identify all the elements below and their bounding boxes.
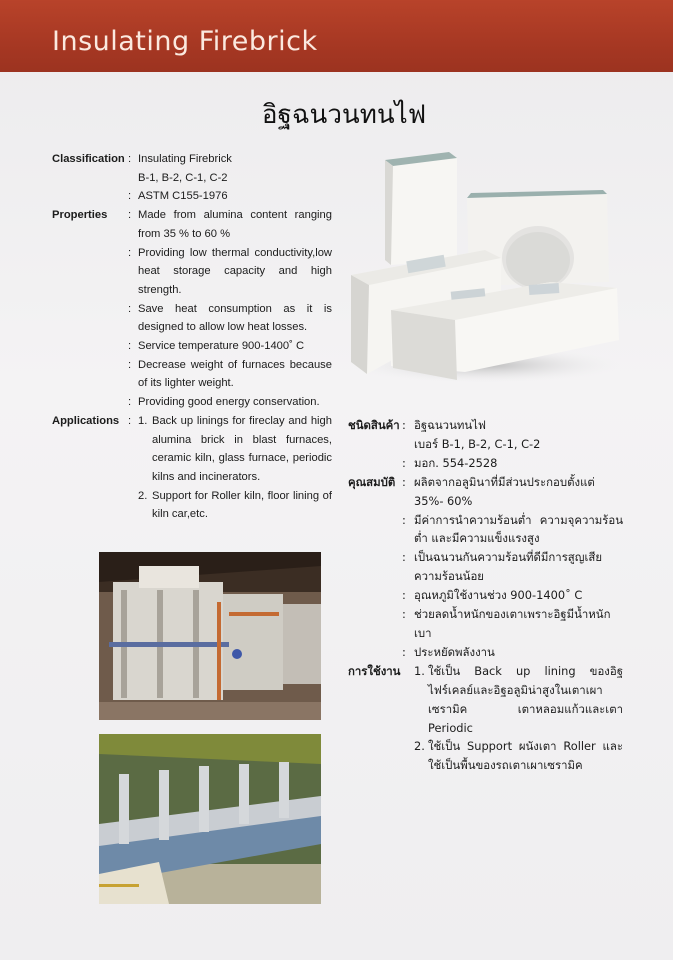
properties-row: Properties : Made from alumina content ranging from 35 % to 60 %	[52, 206, 332, 243]
application-item: 1. Back up linings for fireclay and high alumina brick in blast furnaces, ceramic kiln, glass furnace, periodic kilns and incinerators.	[138, 414, 332, 483]
applications-label: Applications	[52, 414, 120, 427]
firebrick-product-photo	[345, 150, 620, 388]
thai-applications-row	[348, 662, 623, 775]
thai-property-item: ประหยัดพลังงาน	[414, 644, 495, 659]
classification-value: Insulating Firebrick	[138, 153, 232, 165]
property-item: Service temperature 900-1400˚ C	[138, 340, 305, 353]
properties-label: Properties	[52, 209, 108, 222]
classification-standard: ASTM C155-1976	[138, 190, 228, 203]
thai-application-item: 2. ใช้เป็น Support ผนังเตา Roller และใช้เป็นพื้นของรถเตาเผาเซรามิค	[414, 739, 623, 773]
thai-specs: ชนิดสินค้า : อิฐฉนวนทนไฟ เบอร์ B-1, B-2, C-1, C-2 : มอก. 554-2528 คุณสมบัติ : ผลิตจากอลูมินาที่มีส่วนประกอบตั้งแต่ 35%- 60% : มีค่าการนำความร้อนต่ำ ความจุความร้อนต่ำ และมีความแข็งแรงสูง : เป็นฉนวนกันความร้อนที่ดีมีการสูญเสียความร้อนน้อย : อุณหภูมิใช้งานช่วง 900-1400˚ C : ช่วยลดน้ำหนักของเตาเพราะอิฐมีน้ำหนักเบา : ประหยัดพลังงาน การใช้งาน 1. ใช้เป็น Back up lining ของอิฐไฟร์เคลย์และอิฐอลูมิน่าสูงในเตาเผาเซรามิค เตาหลอมแก้วและเตา Periodic 2. ใช้เป็น Support ผนังเตา Roller และใช้เป็นพื้นของรถเตาเผาเซรามิค	[348, 416, 623, 775]
property-item: Decrease weight of furnaces because of its lighter weight.	[138, 358, 332, 390]
thai-property-item: มีค่าการนำความร้อนต่ำ ความจุความร้อนต่ำ และมีความแข็งแรงสูง	[414, 512, 623, 546]
english-specs: Classification : Insulating Firebrick B-1, B-2, C-1, C-2 : ASTM C155-1976 Properties : Made from alumina content ranging from 35 % to 60 % : Providing low thermal conductivity,low heat storage capacity and high strength. : Save heat consumption as it is designed to allow low heat losses. : Service temperature 900-1400˚ C : Decrease weight of furnaces because of its lighter weight. : Providing good energy conservation. Applications : 1. Back up linings for fireclay and high alumina brick in blast furnaces, ceramic kiln, glass furnace, periodic kilns and incinerators. 2. Support for Roller kiln, floor lining of kiln car,etc.	[52, 150, 332, 524]
applications-row: Applications : 1. Back up linings for fireclay and high alumina brick in blast furnaces, ceramic kiln, glass furnace, periodic kilns and incinerators. 2. Support for Roller kiln, floor lining of kiln car,etc.	[52, 412, 332, 524]
thai-title: อิฐฉนวนทนไฟ	[261, 100, 427, 130]
classification-label: Classification	[52, 153, 125, 165]
thai-applications-label: การใช้งาน	[348, 663, 401, 678]
product-type-label: ชนิดสินค้า	[348, 418, 400, 432]
page-title: Insulating Firebrick	[52, 26, 318, 57]
kiln-photo-1	[99, 552, 321, 720]
thai-property-item: อุณหภูมิใช้งานช่วง 900-1400˚ C	[414, 588, 583, 603]
property-item: Made from alumina content ranging from 35 % to 60 %	[138, 209, 332, 240]
application-item: 2. Support for Roller kiln, floor lining of kiln car,etc.	[138, 489, 332, 521]
thai-application-item: 1. ใช้เป็น Back up lining ของอิฐไฟร์เคลย์และอิฐอลูมิน่าสูงในเตาเผาเซรามิค เตาหลอมแก้วและเตา Periodic	[414, 663, 623, 735]
thai-property-item: ผลิตจากอลูมินาที่มีส่วนประกอบตั้งแต่ 35%- 60%	[414, 474, 595, 508]
thai-property-item: ช่วยลดน้ำหนักของเตาเพราะอิฐมีน้ำหนักเบา	[414, 607, 611, 640]
product-type-row: ชนิดสินค้า : อิฐฉนวนทนไฟ	[348, 416, 623, 435]
classification-row: Classification : Insulating Firebrick	[52, 150, 332, 169]
property-item: Providing good energy conservation.	[138, 396, 320, 409]
thai-properties-label: คุณสมบัติ	[348, 474, 396, 489]
kiln-photo-2	[99, 734, 321, 904]
classification-grades: B-1, B-2, C-1, C-2	[138, 171, 228, 184]
property-item: Providing low thermal conductivity,low heat storage capacity and high strength.	[138, 246, 332, 296]
thai-property-item: เป็นฉนวนกันความร้อนที่ดีมีการสูญเสียความร้อนน้อย	[414, 550, 602, 584]
property-item: Save heat consumption as it is designed to allow low heat losses.	[138, 302, 332, 334]
thai-properties-row: คุณสมบัติ : ผลิตจากอลูมินาที่มีส่วนประกอบตั้งแต่ 35%- 60%	[348, 473, 623, 511]
